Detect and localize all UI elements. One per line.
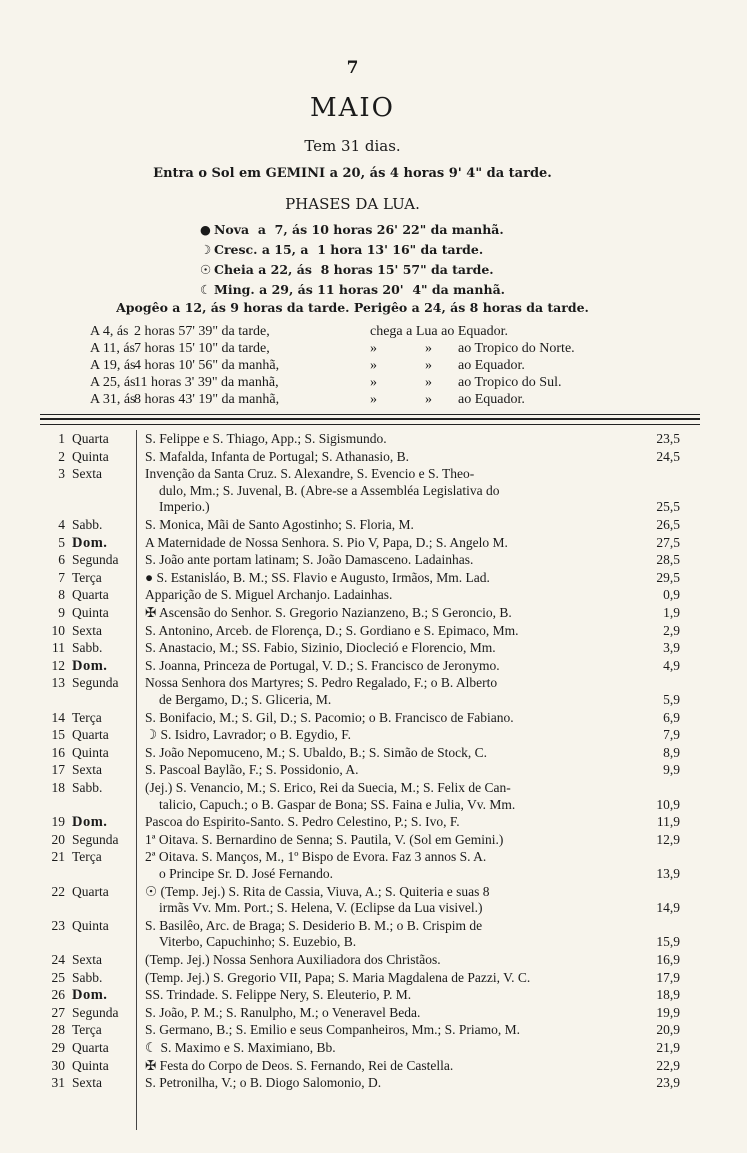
epact-value: 21,9 xyxy=(656,1040,680,1055)
epact-value: 23,9 xyxy=(656,1075,680,1091)
weekday: Terça xyxy=(72,849,102,865)
equator-mark: » xyxy=(425,358,432,373)
weekday: Segunda xyxy=(72,1004,119,1020)
moon-phase-row xyxy=(200,282,505,297)
equator-mark: » xyxy=(425,375,432,390)
equator-time: 8 horas 43' 19" da manhã, xyxy=(134,392,280,407)
saints-text xyxy=(145,570,645,587)
saints-line: Nossa Senhora dos Martyres; S. Pedro Regalado, F.; o B. Alberto xyxy=(145,675,498,691)
equator-dest: ao Equador. xyxy=(458,392,525,407)
weekday: Sabb. xyxy=(72,517,103,532)
weekday: Segunda xyxy=(72,675,119,691)
epact-value: 15,9 xyxy=(656,934,680,950)
saints-line: S. Antonino, Arceb. de Florença, D.; S. Gordiano e S. Epimaco, Mm. xyxy=(145,622,519,638)
saints-line: S. João ante portam latinam; S. João Damasceno. Ladainhas. xyxy=(145,552,474,568)
moon-phase-row xyxy=(200,262,494,277)
saints-line: S. Petronilha, V.; o B. Diogo Salomonio, D. xyxy=(145,1075,382,1091)
day-number: 16 xyxy=(51,744,65,760)
saints-text xyxy=(145,1040,645,1057)
weekday: Dom. xyxy=(72,814,108,831)
epact-value: 28,5 xyxy=(656,552,680,568)
saints-line: S. João, P. M.; S. Ranulpho, M.; o Veneravel Beda. xyxy=(145,1004,421,1020)
equator-date: A 4, ás xyxy=(90,324,129,339)
weekday: Sabb. xyxy=(72,969,103,985)
epact-value: 10,9 xyxy=(656,796,680,812)
saints-line: S. Germano, B.; S. Emilio e seus Companheiros, Mm.; S. Priamo, M. xyxy=(145,1022,520,1038)
month-title: MAIO xyxy=(310,93,395,123)
day-number: 7 xyxy=(58,569,65,585)
saints-text xyxy=(145,745,645,762)
sun-entry-note: Entra o Sol em GEMINI a 20, ás 4 horas 9' 4" da tarde. xyxy=(153,166,552,181)
day-number: 13 xyxy=(51,675,65,691)
epact-value: 20,9 xyxy=(656,1022,680,1038)
epact-value: 7,9 xyxy=(663,727,680,743)
weekday: Segunda xyxy=(72,831,119,847)
weekday: Dom. xyxy=(72,534,108,551)
equator-event: » xyxy=(370,358,377,373)
day-number: 21 xyxy=(51,849,65,865)
saints-line: talicio, Capuch.; o B. Gaspar de Bona; SS. Faina e Julia, Vv. Mm. xyxy=(159,796,516,812)
epact-value: 26,5 xyxy=(656,517,680,532)
saints-line: S. Bonifacio, M.; S. Gil, D.; S. Pacomio; o B. Francisco de Fabiano. xyxy=(145,709,514,725)
equator-date: A 11, ás xyxy=(90,341,135,356)
moon-phase-text: Ming. a 29, ás 11 horas 20' 4" da manhã. xyxy=(214,282,506,297)
saints-text xyxy=(145,814,645,831)
day-number: 9 xyxy=(58,605,65,620)
moon-phases-title: PHASES DA LUA. xyxy=(285,195,420,213)
day-number: 3 xyxy=(58,466,65,482)
saints-line: A Maternidade de Nossa Senhora. S. Pio V, Papa, D.; S. Angelo M. xyxy=(145,534,508,550)
weekday: Quinta xyxy=(72,744,109,760)
saints-line: S. Felippe e S. Thiago, App.; S. Sigismundo. xyxy=(145,431,387,446)
saints-text xyxy=(145,587,645,604)
weekday: Sabb. xyxy=(72,640,103,656)
saints-text xyxy=(145,1075,645,1092)
saints-text xyxy=(145,658,645,675)
day-number: 24 xyxy=(51,952,65,967)
epact-value: 22,9 xyxy=(656,1057,680,1073)
saints-line: 1ª Oitava. S. Bernardino de Senna; S. Pautila, V. (Sol em Gemini.) xyxy=(145,831,504,847)
weekday: Dom. xyxy=(72,657,108,674)
equator-mark: » xyxy=(425,341,432,356)
saints-line: ● S. Estanisláo, B. M.; SS. Flavio e Augusto, Irmãos, Mm. Lad. xyxy=(145,569,490,585)
saints-text xyxy=(145,780,645,813)
epact-value: 27,5 xyxy=(656,534,680,550)
equator-time: 11 horas 3' 39" da manhã, xyxy=(134,375,279,390)
epact-value: 24,5 xyxy=(656,448,680,464)
crescent-moon-icon: ☽ xyxy=(200,242,212,257)
saints-line: ☉ (Temp. Jej.) S. Rita de Cassia, Viuva, A.; S. Quiteria e suas 8 xyxy=(145,883,490,899)
saints-text xyxy=(145,918,645,951)
saints-text xyxy=(145,762,645,779)
day-number: 27 xyxy=(51,1004,65,1020)
weekday: Terça xyxy=(72,1022,102,1038)
column-separator xyxy=(136,430,137,1130)
equator-event: » xyxy=(370,341,377,356)
full-moon-icon: ☉ xyxy=(200,262,212,277)
equator-date: A 25, ás xyxy=(90,375,136,390)
saints-line: (Temp. Jej.) S. Gregorio VII, Papa; S. Maria Magdalena de Pazzi, V. C. xyxy=(145,969,531,985)
equator-event-row xyxy=(0,392,747,409)
divider-bottom xyxy=(40,424,700,425)
equator-event-row xyxy=(0,375,747,392)
weekday: Terça xyxy=(72,709,102,725)
epact-value: 4,9 xyxy=(663,657,680,673)
day-number: 8 xyxy=(58,587,65,603)
day-number: 20 xyxy=(51,831,65,847)
day-number: 26 xyxy=(51,987,65,1003)
weekday: Quinta xyxy=(72,1057,109,1073)
saints-line: Invenção da Santa Cruz. S. Alexandre, S. Evencio e S. Theo- xyxy=(145,466,475,482)
weekday: Sexta xyxy=(72,622,102,638)
day-number: 17 xyxy=(51,762,65,778)
saints-text xyxy=(145,675,645,708)
day-number: 4 xyxy=(58,517,65,532)
day-number: 25 xyxy=(51,969,65,985)
equator-date: A 31, ás xyxy=(90,392,136,407)
epact-value: 16,9 xyxy=(656,952,680,967)
day-number: 10 xyxy=(51,622,65,638)
epact-value: 8,9 xyxy=(663,744,680,760)
day-number: 14 xyxy=(51,709,65,725)
moon-phase-row xyxy=(200,242,483,257)
epact-value: 25,5 xyxy=(656,499,680,515)
weekday: Quarta xyxy=(72,431,109,446)
epact-value: 18,9 xyxy=(656,987,680,1003)
saints-text xyxy=(145,623,645,640)
equator-event: chega a Lua ao Equador. xyxy=(370,324,508,339)
saints-line: ☽ S. Isidro, Lavrador; o B. Egydio, F. xyxy=(145,727,352,743)
saints-line: S. João Nepomuceno, M.; S. Ubaldo, B.; S. Simão de Stock, C. xyxy=(145,744,487,760)
weekday: Quarta xyxy=(72,587,109,603)
saints-line: S. Pascoal Baylão, F.; S. Possidonio, A. xyxy=(145,762,359,778)
weekday: Quinta xyxy=(72,605,109,620)
day-number: 15 xyxy=(51,727,65,743)
equator-time: 2 horas 57' 39" da tarde, xyxy=(134,324,270,339)
saints-text xyxy=(145,449,645,466)
equator-event-row xyxy=(0,324,747,341)
saints-line: ✠ Festa do Corpo de Deos. S. Fernando, Rei de Castella. xyxy=(145,1057,454,1073)
day-number: 23 xyxy=(51,917,65,933)
saints-line: (Jej.) S. Venancio, M.; S. Erico, Rei da Suecia, M.; S. Felix de Can- xyxy=(145,780,511,795)
day-number: 28 xyxy=(51,1022,65,1038)
day-number: 1 xyxy=(58,431,65,446)
weekday: Quinta xyxy=(72,448,109,464)
saints-line: Viterbo, Capuchinho; S. Euzebio, B. xyxy=(159,934,357,950)
day-number: 22 xyxy=(51,883,65,899)
moon-phase-text: Cheia a 22, ás 8 horas 15' 57" da tarde. xyxy=(214,262,494,277)
weekday: Quarta xyxy=(72,1040,109,1055)
saints-line: (Temp. Jej.) Nossa Senhora Auxiliadora dos Christãos. xyxy=(145,952,441,967)
saints-text xyxy=(145,970,645,987)
weekday: Quinta xyxy=(72,917,109,933)
saints-line: S. Mafalda, Infanta de Portugal; S. Athanasio, B. xyxy=(145,448,409,464)
saints-line: 2ª Oitava. S. Manços, M., 1º Bispo de Evora. Faz 3 annos S. A. xyxy=(145,849,487,865)
saints-line: S. Joanna, Princeza de Portugal, V. D.; S. Francisco de Jeronymo. xyxy=(145,657,500,673)
saints-text xyxy=(145,1022,645,1039)
saints-text xyxy=(145,431,645,448)
equator-dest: ao Equador. xyxy=(458,358,525,373)
weekday: Sexta xyxy=(72,466,102,482)
saints-text xyxy=(145,832,645,849)
day-number: 12 xyxy=(51,657,65,673)
day-number: 6 xyxy=(58,552,65,568)
weekday: Quarta xyxy=(72,727,109,743)
saints-text xyxy=(145,466,645,516)
equator-event-row xyxy=(0,358,747,375)
equator-dest: ao Tropico do Norte. xyxy=(458,341,575,356)
epact-value: 13,9 xyxy=(656,865,680,881)
weekday: Sexta xyxy=(72,952,102,967)
epact-value: 12,9 xyxy=(656,831,680,847)
divider-top xyxy=(40,414,700,415)
day-number: 18 xyxy=(51,780,65,795)
divider-double xyxy=(40,418,700,420)
saints-text xyxy=(145,640,645,657)
epact-value: 1,9 xyxy=(663,605,680,620)
epact-value: 5,9 xyxy=(663,691,680,707)
saints-line: de Bergamo, D.; S. Gliceria, M. xyxy=(159,691,332,707)
day-number: 19 xyxy=(51,814,65,830)
saints-line: ☾ S. Maximo e S. Maximiano, Bb. xyxy=(145,1040,336,1055)
weekday: Terça xyxy=(72,569,102,585)
day-number: 29 xyxy=(51,1040,65,1055)
equator-time: 7 horas 15' 10" da tarde, xyxy=(134,341,270,356)
equator-date: A 19, ás xyxy=(90,358,136,373)
equator-event: » xyxy=(370,392,377,407)
epact-value: 17,9 xyxy=(656,969,680,985)
weekday: Segunda xyxy=(72,552,119,568)
moon-phase-row xyxy=(200,222,504,237)
weekday: Sexta xyxy=(72,762,102,778)
saints-line: dulo, Mm.; S. Juvenal, B. (Abre-se a Assembléa Legislativa do xyxy=(159,482,500,498)
saints-text xyxy=(145,710,645,727)
weekday: Dom. xyxy=(72,987,108,1004)
equator-dest: ao Tropico do Sul. xyxy=(458,375,562,390)
saints-text xyxy=(145,552,645,569)
saints-text xyxy=(145,1005,645,1022)
epact-value: 0,9 xyxy=(663,587,680,603)
saints-text xyxy=(145,517,645,534)
equator-mark: » xyxy=(425,392,432,407)
waning-moon-icon: ☾ xyxy=(200,282,212,297)
equator-event: » xyxy=(370,375,377,390)
saints-line: Pascoa do Espirito-Santo. S. Pedro Celestino, P.; S. Ivo, F. xyxy=(145,814,460,830)
epact-value: 19,9 xyxy=(656,1004,680,1020)
new-moon-icon: ● xyxy=(200,222,211,237)
saints-text xyxy=(145,952,645,969)
moon-phase-text: Cresc. a 15, a 1 hora 13' 16" da tarde. xyxy=(214,242,484,257)
saints-text xyxy=(145,535,645,552)
apogee-perigee-note: Apogêo a 12, ás 9 horas da tarde. Perigêo a 24, ás 8 horas da tarde. xyxy=(116,300,589,315)
equator-time: 4 horas 10' 56" da manhã, xyxy=(134,358,280,373)
weekday: Sexta xyxy=(72,1075,102,1091)
saints-line: S. Anastacio, M.; SS. Fabio, Sizinio, Diocleció e Florencio, Mm. xyxy=(145,640,496,656)
saints-text xyxy=(145,884,645,917)
saints-line: S. Monica, Mãi de Santo Agostinho; S. Floria, M. xyxy=(145,517,414,532)
epact-value: 29,5 xyxy=(656,569,680,585)
saints-line: ✠ Ascensão do Senhor. S. Gregorio Nazianzeno, B.; S Geroncio, B. xyxy=(145,605,512,620)
epact-value: 23,5 xyxy=(656,431,680,446)
day-number: 5 xyxy=(58,534,65,550)
saints-line: Apparição de S. Miguel Archanjo. Ladainhas. xyxy=(145,587,393,603)
epact-value: 6,9 xyxy=(663,709,680,725)
saints-line: irmãs Vv. Mm. Port.; S. Helena, V. (Eclipse da Lua visivel.) xyxy=(159,900,483,916)
saints-line: o Principe Sr. D. José Fernando. xyxy=(159,865,333,881)
day-count: Tem 31 dias. xyxy=(304,137,401,155)
epact-value: 3,9 xyxy=(663,640,680,656)
saints-line: S. Basilêo, Arc. de Braga; S. Desiderio B. M.; o B. Crispim de xyxy=(145,917,483,933)
moon-phase-text: Nova a 7, ás 10 horas 26' 22" da manhã. xyxy=(214,222,504,237)
saints-line: SS. Trindade. S. Felippe Nery, S. Eleuterio, P. M. xyxy=(145,987,412,1003)
equator-event-row xyxy=(0,341,747,358)
day-number: 2 xyxy=(58,448,65,464)
page-number: 7 xyxy=(346,58,359,78)
saints-text xyxy=(145,987,645,1004)
day-number: 31 xyxy=(51,1075,65,1091)
epact-value: 14,9 xyxy=(656,900,680,916)
epact-value: 11,9 xyxy=(656,814,680,830)
saints-text xyxy=(145,605,645,622)
weekday: Sabb. xyxy=(72,780,103,795)
epact-value: 9,9 xyxy=(663,762,680,778)
saints-text xyxy=(145,727,645,744)
saints-text xyxy=(145,849,645,882)
saints-text xyxy=(145,1058,645,1075)
saints-line: Imperio.) xyxy=(159,499,210,515)
day-number: 11 xyxy=(52,640,65,656)
epact-value: 2,9 xyxy=(663,622,680,638)
weekday: Quarta xyxy=(72,883,109,899)
day-number: 30 xyxy=(51,1057,65,1073)
